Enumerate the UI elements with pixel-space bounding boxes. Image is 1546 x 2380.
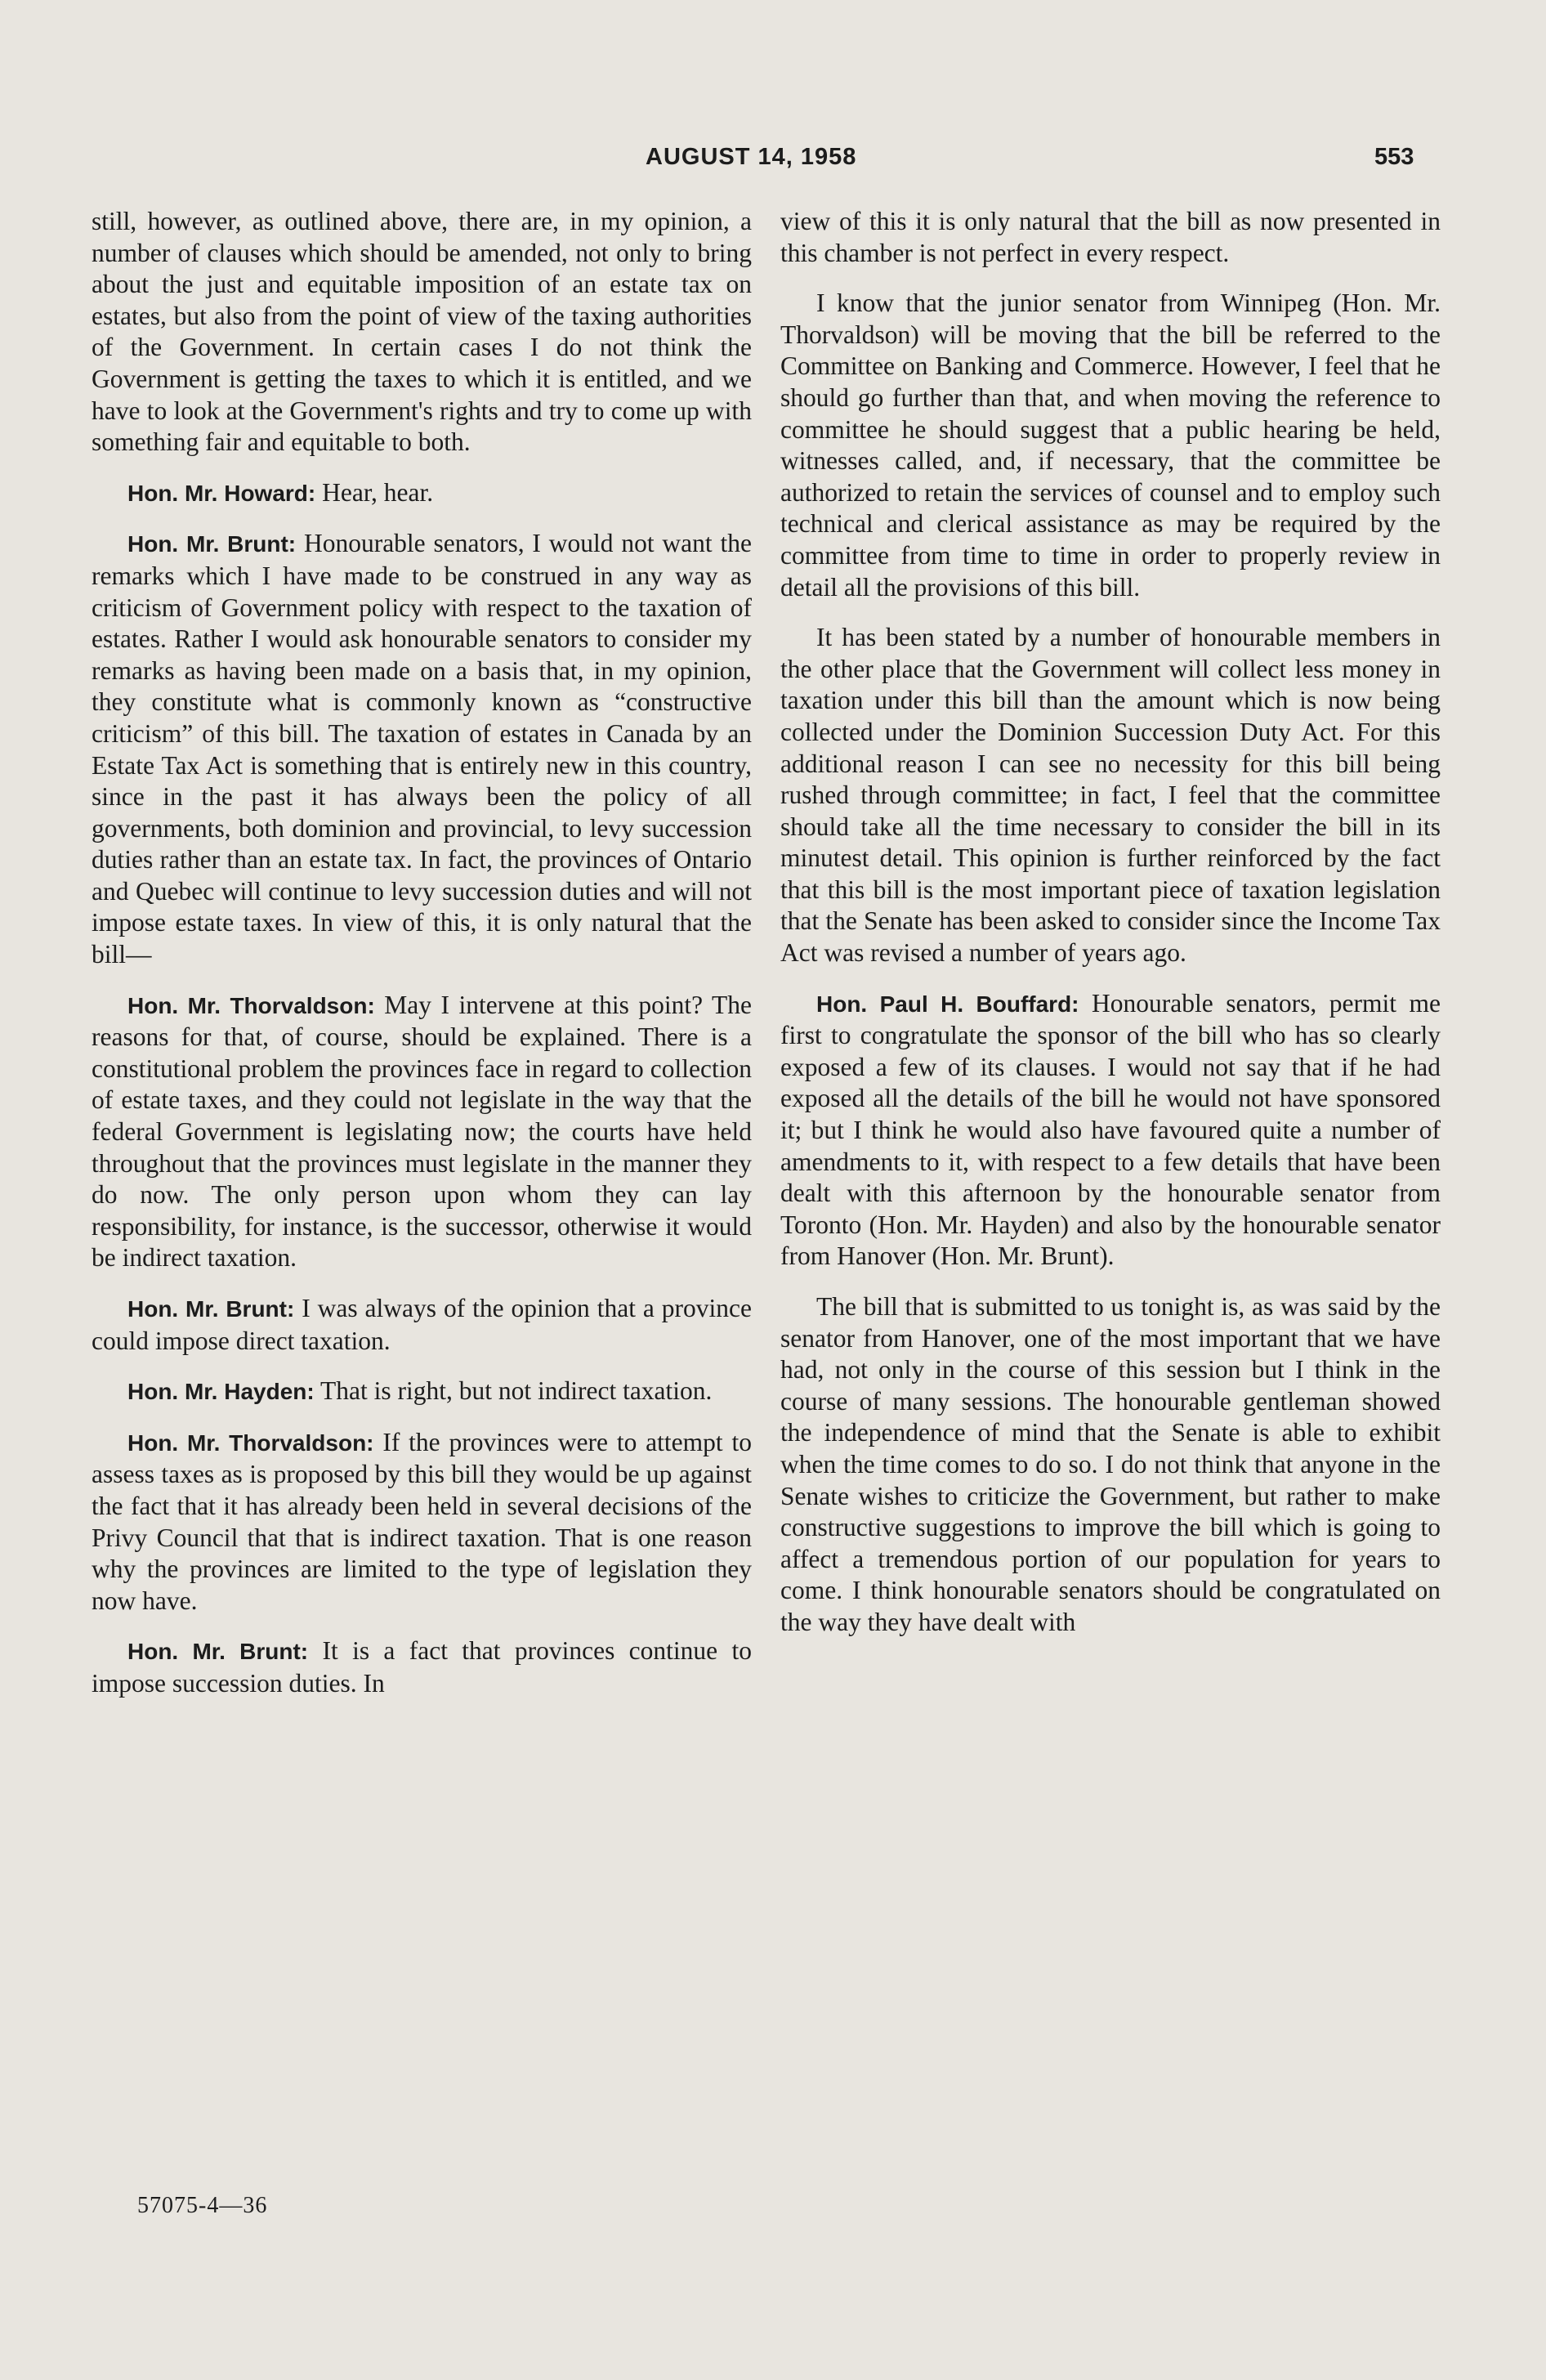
speech-brunt-1 — [92, 528, 752, 970]
speech-thorvaldson-1 — [92, 990, 752, 1274]
speaker-name: Hon. Mr. Thorvaldson: — [127, 992, 375, 1018]
page-header — [0, 144, 1546, 180]
printer-code: 57075-4—36 — [137, 2193, 268, 2218]
paragraph: The bill that is submitted to us tonight is, as was said by the senator from Hanover, one of the most important that we have had, not only in the course of this session but I think in the course of many sessions. The honourable gentleman showed the independence of mind that the Senate is able to exhibit when the time comes to do so. I do not think that anyone in the Senate wishes to criticize the Government, but rather to make constructive suggestions to improve the bill which is going to affect a tremendous portion of our population for years to come. I think honourable senators should be congratulated on the way they have dealt with — [780, 1292, 1441, 1636]
speaker-name: Hon. Mr. Howard: — [127, 480, 316, 506]
speech-text: It is a fact that provinces continue to impose succession duties. In — [92, 1636, 752, 1698]
speech-howard — [92, 477, 752, 510]
speech-text: May I intervene at this point? The reasons for that, of course, should be explained. There is a constitutional problem the provinces face in regard to collection of estate taxes, and they could not legislate in the way that the federal Government is legislating now; the courts have held throughout that the provinces must legislate in the manner they do now. The only person upon whom they can lay responsibility, for instance, is the successor, otherwise it would be indirect taxation. — [92, 990, 752, 1273]
speech-hayden — [92, 1376, 752, 1408]
speech-text: Honourable senators, permit me first to congratulate the sponsor of the bill who has so clearly exposed a few of its clauses. I would not say that if he had exposed all the details of the bill he would not have sponsored it; but I think he would also have favoured quite a number of amendments to it, with respect to a few details that have been dealt with this afternoon by the honourable senator from Toronto (Hon. Mr. Hayden) and also by the honourable senator from Hanover (Hon. Mr. Brunt). — [780, 988, 1441, 1271]
right-column — [780, 206, 1441, 1658]
paragraph-continuation: still, however, as outlined above, there are, in my opinion, a number of clauses which should be amended, not only to bring about the just and equitable imposition of an estate tax on estates, but also from the point of view of the taxing authorities of the Government. In certain cases I do not think the Government is getting the taxes to which it is entitled, and we have to look at the Government's rights and try to come up with something fair and equitable to both. — [92, 207, 752, 457]
paragraph: It has been stated by a number of honourable members in the other place that the Government will collect less money in taxation under this bill than the amount which is now being collected under the Dominion Succession Duty Act. For this additional reason I can see no necessity for this bill being rushed through committee; in fact, I feel that the committee should take all the time necessary to consider the bill in its minutest detail. This opinion is further reinforced by the fact that this bill is the most important piece of taxation legislation that the Senate has been asked to consider since the Income Tax Act was revised a number of years ago. — [780, 623, 1441, 968]
paragraph-continuation: view of this it is only natural that the bill as now presented in this chamber is not perfect in every respect. — [780, 207, 1441, 267]
speech-brunt-3 — [92, 1635, 752, 1699]
header-date: AUGUST 14, 1958 — [646, 144, 857, 170]
speaker-name: Hon. Mr. Brunt: — [127, 1296, 295, 1322]
page-number: 553 — [1374, 144, 1414, 170]
speech-text: That is right, but not indirect taxation. — [314, 1376, 713, 1406]
left-column — [92, 206, 752, 1719]
speech-brunt-2 — [92, 1293, 752, 1357]
speech-text: If the provinces were to attempt to assess taxes as is proposed by this bill they would be up against the fact that it has already been held in several decisions of the Privy Council that that is indirect taxation. That is one reason why the provinces are limited to the type of legislation they now have. — [92, 1427, 752, 1615]
speaker-name: Hon. Mr. Brunt: — [127, 1639, 309, 1665]
speaker-name: Hon. Mr. Brunt: — [127, 531, 297, 557]
speaker-name: Hon. Paul H. Bouffard: — [816, 991, 1079, 1017]
speaker-name: Hon. Mr. Hayden: — [127, 1379, 315, 1405]
speech-text: I was always of the opinion that a province could impose direct taxation. — [92, 1294, 752, 1355]
paragraph: I know that the junior senator from Winnipeg (Hon. Mr. Thorvaldson) will be moving that the bill be referred to the Committee on Banking and Commerce. However, I feel that he should go further than that, and when moving the reference to committee he should suggest that a public hearing be held, witnesses called, and, if necessary, that the committee be authorized to retain the services of counsel and to employ such technical and clerical assistance as may be required by the committee from time to time in order to properly review in detail all the provisions of this bill. — [780, 289, 1441, 602]
speaker-name: Hon. Mr. Thorvaldson: — [127, 1429, 374, 1456]
speech-text: Honourable senators, I would not want the remarks which I have made to be construed in any way as criticism of Government policy with respect to the taxation of estates. Rather I would ask honourable senators to consider my remarks as having been made on a basis that, in my opinion, they constitute what is commonly known as “constructive criticism” of this bill. The taxation of estates in Canada by an Estate Tax Act is something that is entirely new in this country, since in the past it has always been the policy of all governments, both dominion and provincial, to levy succession duties rather than an estate tax. In fact, the provinces of Ontario and Quebec will continue to levy succession duties and will not impose estate taxes. In view of this, it is only natural that the bill— — [92, 529, 752, 969]
speech-text: Hear, hear. — [315, 477, 434, 507]
speech-thorvaldson-2 — [92, 1427, 752, 1617]
speech-bouffard — [780, 988, 1441, 1273]
